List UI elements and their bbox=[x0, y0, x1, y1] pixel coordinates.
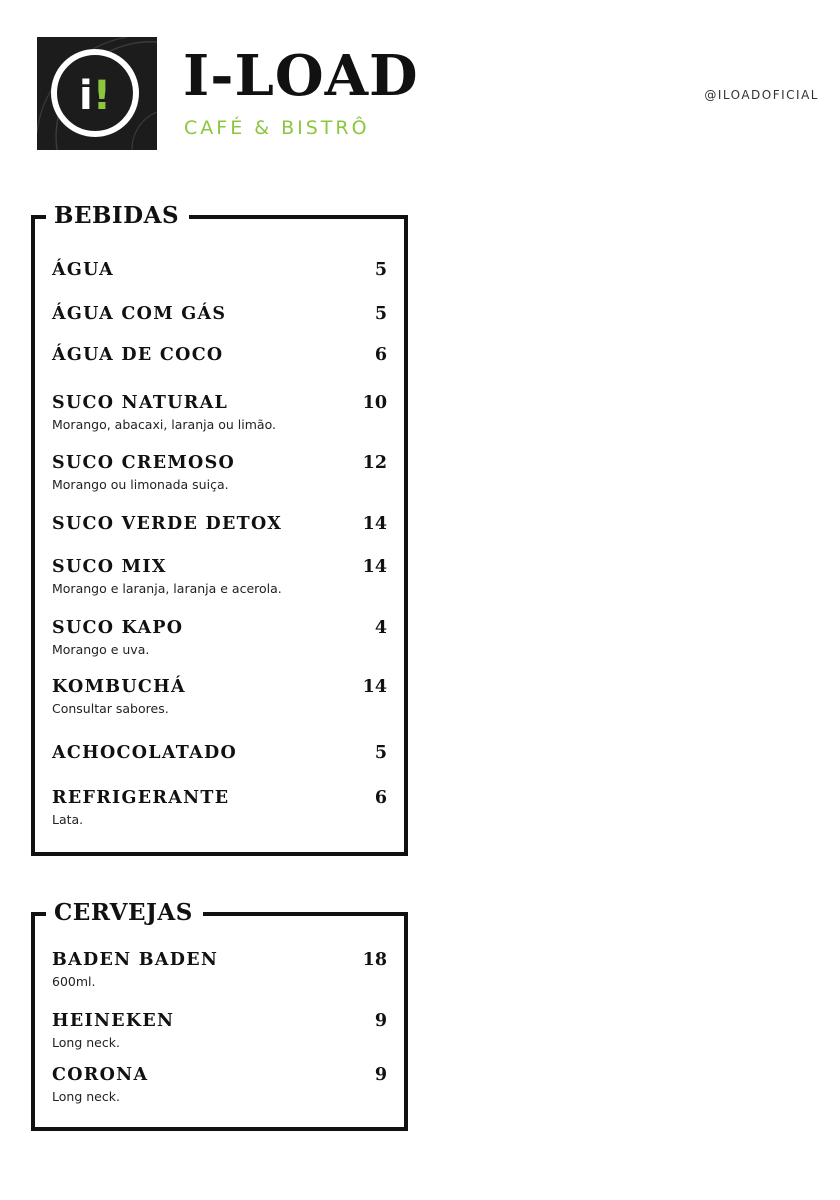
bebidas-section bbox=[31, 202, 408, 856]
item-price: 6 bbox=[374, 788, 387, 808]
cervejas-section bbox=[31, 899, 408, 1131]
item-price: 14 bbox=[362, 677, 387, 697]
item-name: ÁGUA DE COCO bbox=[52, 345, 224, 365]
item-price: 9 bbox=[374, 1065, 387, 1085]
logo-mark-exclaim: ! bbox=[92, 73, 111, 119]
item-name: SUCO KAPO bbox=[52, 618, 184, 638]
logo-mark bbox=[79, 73, 111, 119]
item-price: 9 bbox=[374, 1011, 387, 1031]
item-price: 6 bbox=[374, 345, 387, 365]
item-price: 5 bbox=[374, 304, 387, 324]
item-description: Long neck. bbox=[52, 1035, 120, 1050]
item-name: HEINEKEN bbox=[52, 1011, 175, 1031]
item-price: 14 bbox=[362, 557, 387, 577]
item-price: 5 bbox=[374, 260, 387, 280]
logo-mark-i: i bbox=[79, 73, 93, 119]
item-description: Lata. bbox=[52, 812, 84, 827]
brand-subtitle: CAFÉ & BISTRÔ bbox=[184, 117, 370, 139]
item-name: REFRIGERANTE bbox=[52, 788, 230, 808]
item-name: BADEN BADEN bbox=[52, 950, 219, 970]
item-name: CORONA bbox=[52, 1065, 149, 1085]
item-price: 14 bbox=[362, 514, 387, 534]
item-price: 5 bbox=[374, 743, 387, 763]
item-name: ACHOCOLATADO bbox=[52, 743, 238, 763]
item-name: SUCO VERDE DETOX bbox=[52, 514, 283, 534]
item-price: 12 bbox=[362, 453, 387, 473]
item-name: SUCO NATURAL bbox=[52, 393, 229, 413]
item-description: Morango ou limonada suiça. bbox=[52, 477, 229, 492]
item-name: ÁGUA COM GÁS bbox=[52, 304, 227, 324]
brand-logo bbox=[37, 37, 157, 150]
item-description: Consultar sabores. bbox=[52, 701, 169, 716]
item-price: 18 bbox=[362, 950, 387, 970]
item-price: 4 bbox=[374, 618, 387, 638]
item-description: Long neck. bbox=[52, 1089, 120, 1104]
cervejas-title: CERVEJAS bbox=[46, 899, 203, 927]
item-description: Morango e uva. bbox=[52, 642, 150, 657]
item-name: KOMBUCHÁ bbox=[52, 677, 186, 697]
item-name: SUCO MIX bbox=[52, 557, 167, 577]
social-handle: @ILOADOFICIAL bbox=[704, 88, 819, 102]
item-description: 600ml. bbox=[52, 974, 96, 989]
item-name: SUCO CREMOSO bbox=[52, 453, 236, 473]
logo-graphic bbox=[37, 37, 157, 150]
item-description: Morango, abacaxi, laranja ou limão. bbox=[52, 417, 276, 432]
bebidas-title: BEBIDAS bbox=[46, 202, 189, 230]
item-price: 10 bbox=[362, 393, 387, 413]
item-name: ÁGUA bbox=[52, 260, 115, 280]
brand-name: I-LOAD bbox=[183, 43, 419, 109]
item-description: Morango e laranja, laranja e acerola. bbox=[52, 581, 282, 596]
